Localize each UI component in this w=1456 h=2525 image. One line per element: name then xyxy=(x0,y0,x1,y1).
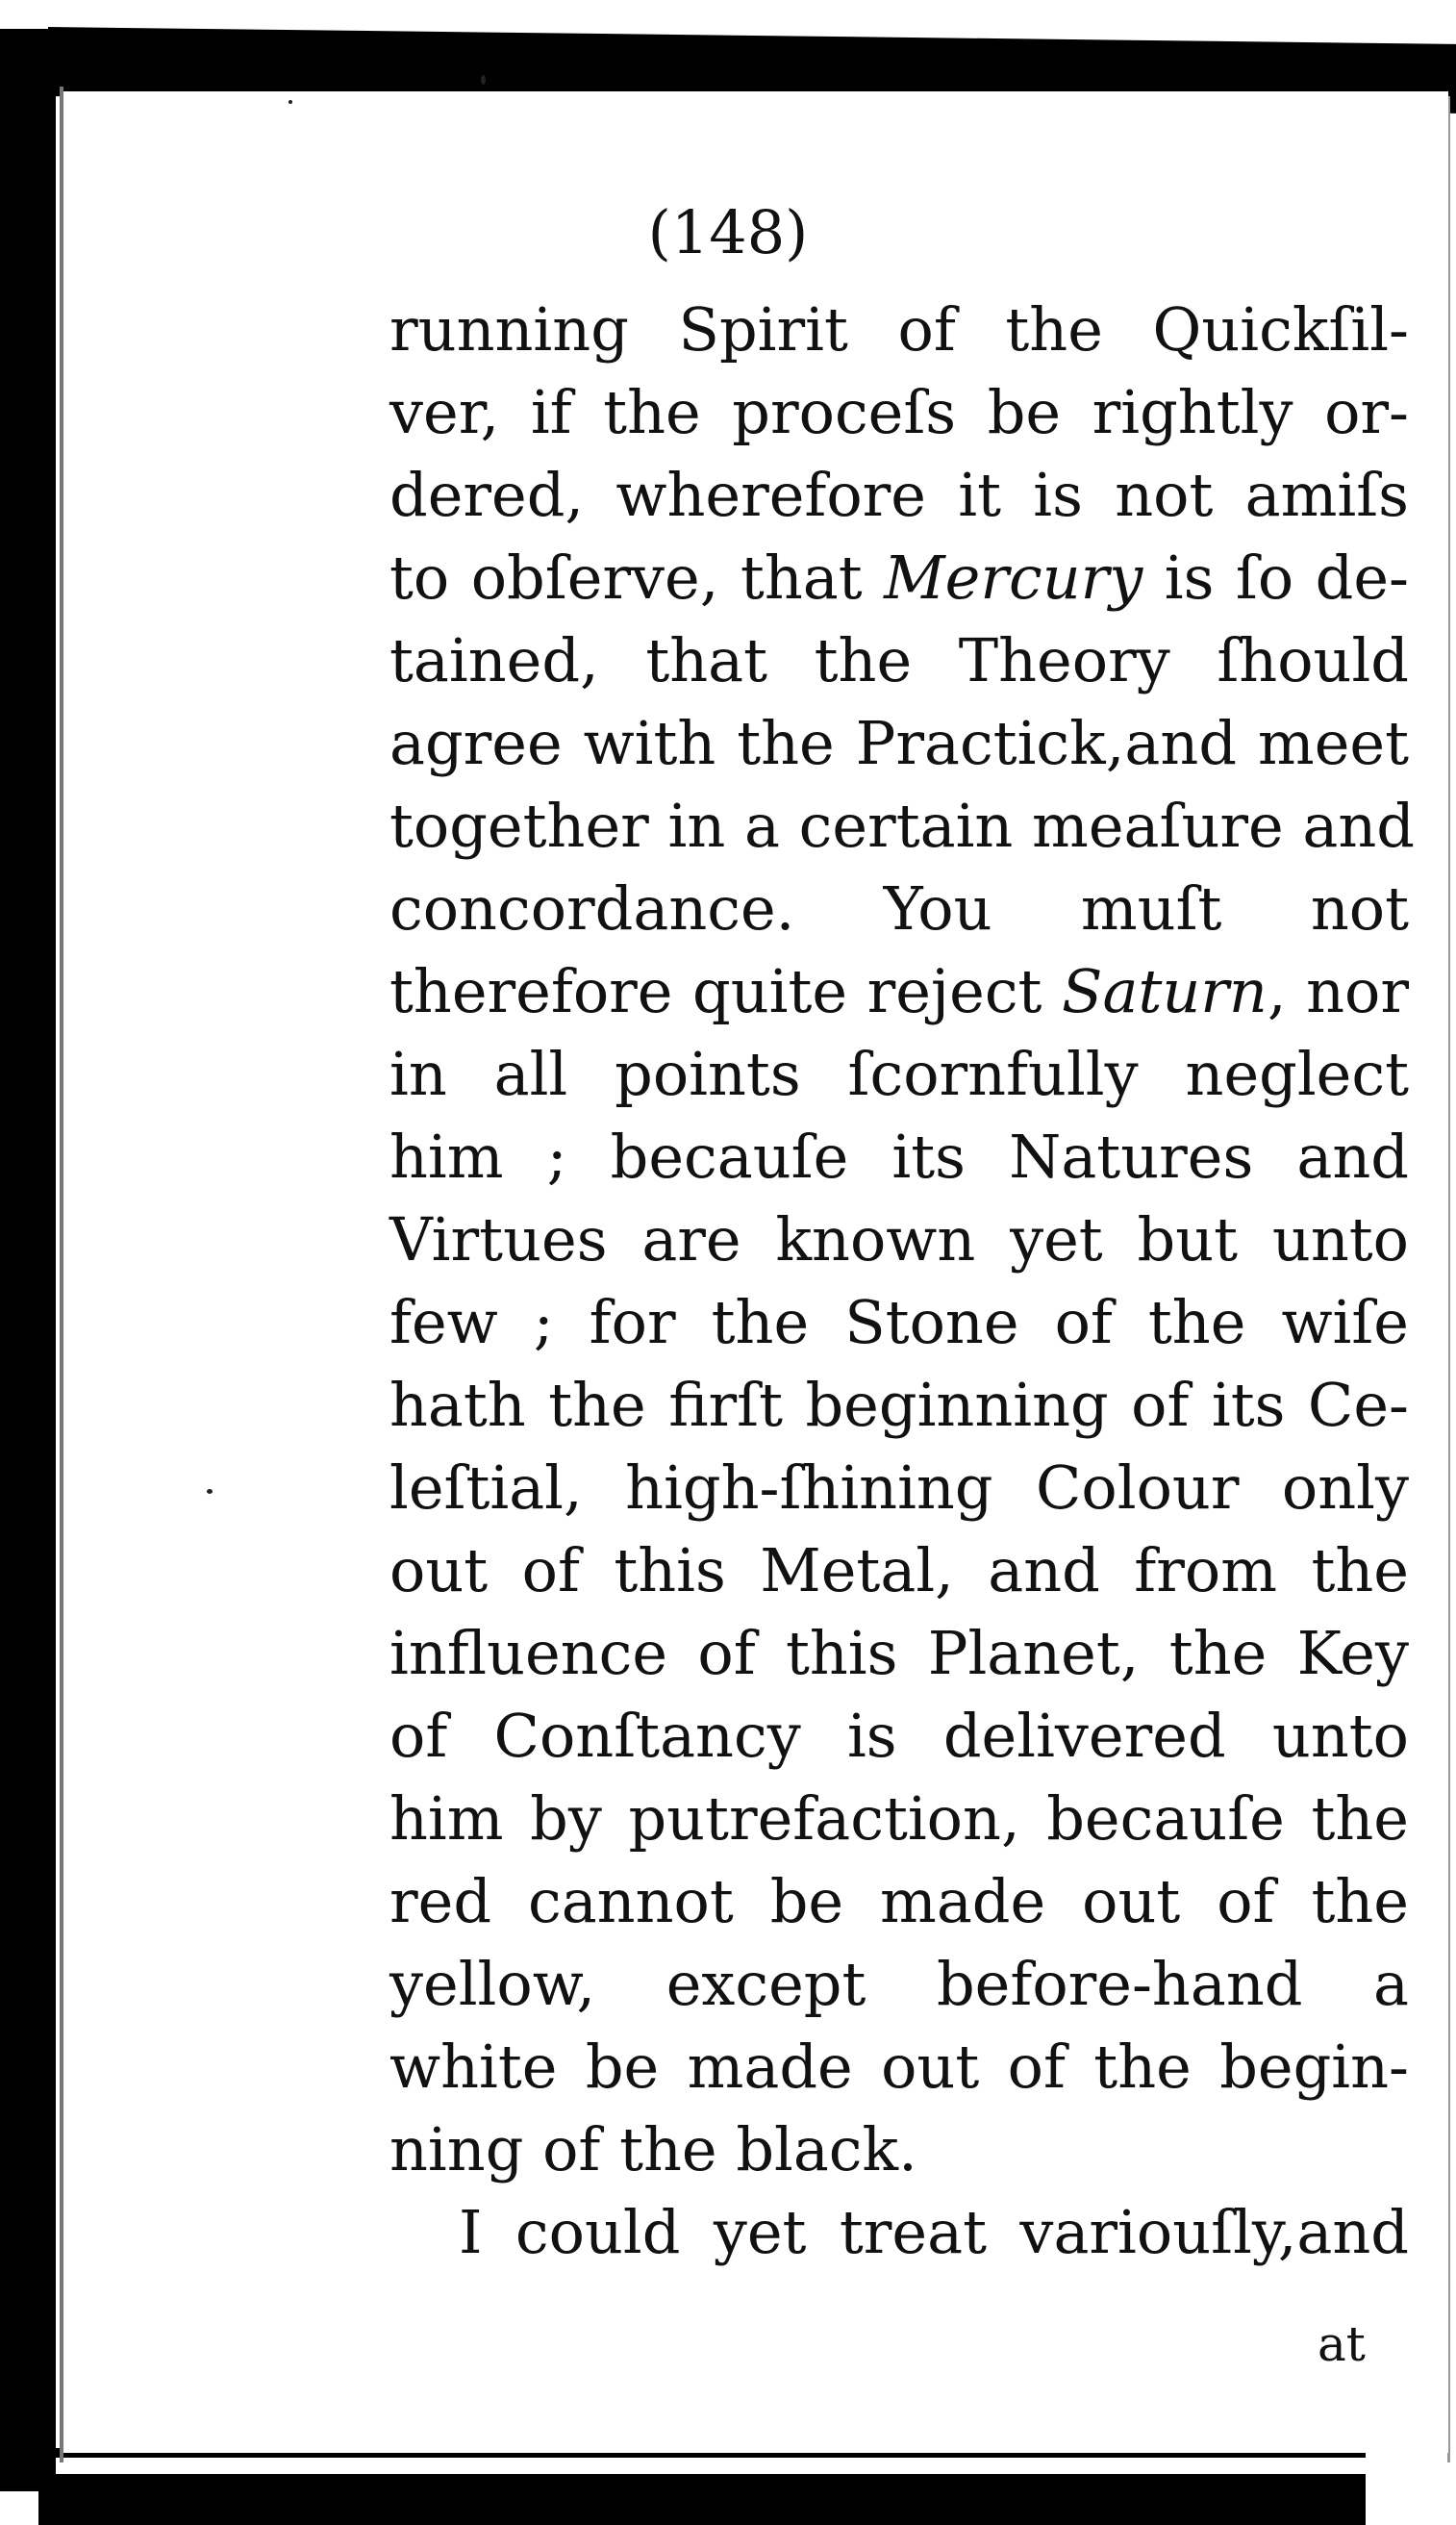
text-line xyxy=(389,2108,1409,2191)
text-line xyxy=(389,454,1409,537)
text-run: dered, wherefore it is not amiſs xyxy=(389,460,1409,530)
text-line xyxy=(389,1612,1409,1695)
text-line xyxy=(389,619,1409,702)
text-line xyxy=(389,1695,1409,1778)
text-run: few ; for the Stone of the wiſe xyxy=(389,1287,1409,1357)
text-line xyxy=(389,371,1409,454)
text-line xyxy=(389,1860,1409,1943)
text-run: ver, if the proceſs be rightly or- xyxy=(389,377,1409,447)
italic-term: Mercury xyxy=(884,543,1143,613)
text-run: tained, that the Theory ſhould xyxy=(389,625,1409,695)
text-run: white be made out of the begin- xyxy=(389,2032,1409,2102)
text-line xyxy=(389,289,1409,371)
text-run: in all points ſcornfully neglect xyxy=(389,1039,1409,1109)
text-line xyxy=(389,1199,1409,1281)
text-run: I could yet treat variouſly,and xyxy=(459,2197,1409,2267)
scan-speck xyxy=(289,100,292,104)
page-number: (148) xyxy=(647,197,809,267)
text-run: running Spirit of the Quickſil- xyxy=(389,294,1409,365)
text-line xyxy=(389,1033,1409,1116)
text-line xyxy=(389,1778,1409,1860)
text-line xyxy=(389,2191,1409,2274)
text-line xyxy=(389,1529,1409,1612)
binding-edge-left xyxy=(0,29,56,2491)
text-run: him ; becauſe its Natures and xyxy=(389,1122,1409,1192)
italic-term: Saturn xyxy=(1062,956,1268,1026)
text-run: of Conſtancy is delivered unto xyxy=(389,1701,1409,1771)
text-run: yellow, except before-hand a xyxy=(389,1949,1409,2019)
scan-speck xyxy=(207,1489,213,1494)
text-run: Virtues are known yet but unto xyxy=(389,1204,1409,1275)
scan-speck xyxy=(481,75,486,85)
text-run: hath the firſt beginning of its Ce- xyxy=(389,1370,1409,1440)
text-run: to obſerve, that xyxy=(389,543,885,613)
text-run: red cannot be made out of the xyxy=(389,1866,1409,1936)
text-line xyxy=(389,1364,1409,1447)
catchword: at xyxy=(1318,2316,1366,2372)
text-line xyxy=(389,537,1409,619)
text-run: is ſo de- xyxy=(1142,543,1410,613)
text-run: ning of the black. xyxy=(389,2114,917,2184)
text-line xyxy=(389,868,1409,950)
text-line xyxy=(389,2026,1409,2108)
text-line xyxy=(389,1943,1409,2026)
text-line xyxy=(389,1281,1409,1364)
text-line xyxy=(389,785,1415,868)
text-run: him by putrefaction, becauſe the xyxy=(389,1783,1409,1854)
text-line xyxy=(389,950,1409,1033)
text-run: therefore quite reject xyxy=(389,956,1063,1026)
text-run: influence of this Planet, the Key xyxy=(389,1618,1409,1688)
text-line xyxy=(389,702,1409,785)
body-text xyxy=(389,289,1415,2274)
text-run: together in a certain meaſure and xyxy=(389,791,1415,861)
text-run: out of this Metal, and from the xyxy=(389,1535,1409,1605)
text-run: , nor xyxy=(1267,956,1410,1026)
text-line xyxy=(389,1447,1409,1529)
text-run: agree with the Practick,and meet xyxy=(389,708,1409,778)
text-run: leſtial, high-ſhining Colour only xyxy=(389,1452,1409,1523)
binding-edge-bottom xyxy=(38,2474,1366,2525)
text-line xyxy=(389,1116,1409,1199)
text-run: concordance. You muſt not xyxy=(389,873,1409,944)
